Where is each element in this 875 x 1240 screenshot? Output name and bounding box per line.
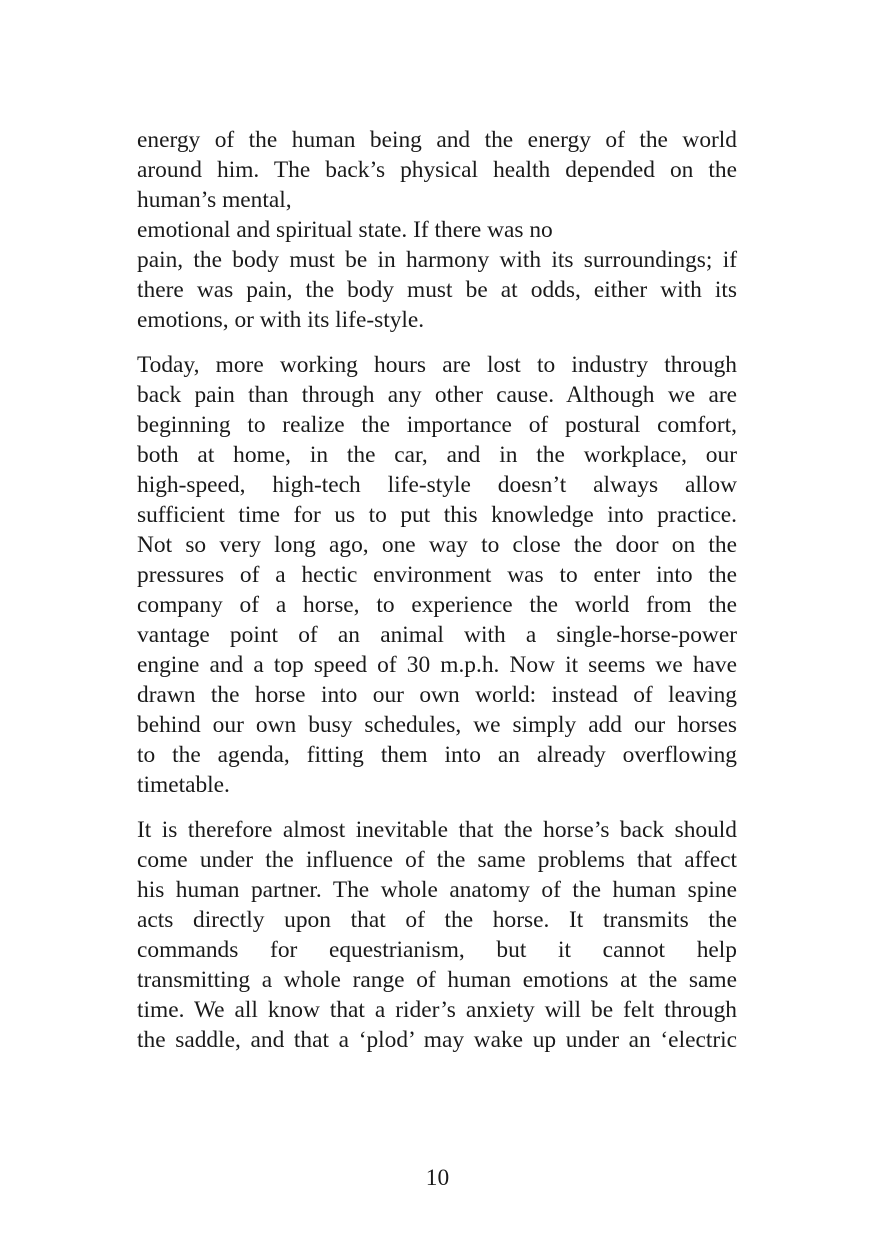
- text-line: drawn the horse into our own world: instead of leaving: [137, 682, 737, 708]
- text-line: pain, the body must be in harmony with its surroundings; if: [137, 247, 737, 273]
- text-line: Today, more working hours are lost to industry through: [137, 352, 737, 378]
- text-line: emotional and spiritual state. If there was no: [137, 217, 553, 243]
- text-line: timetable.: [137, 772, 230, 798]
- text-line: beginning to realize the importance of postural comfort,: [137, 412, 737, 438]
- text-line: engine and a top speed of 30 m.p.h. Now it seems we have: [137, 652, 737, 678]
- text-line: commands for equestrianism, but it cannot help: [137, 937, 737, 963]
- paragraph: [137, 125, 737, 335]
- text-line: the saddle, and that a ‘plod’ may wake up under an ‘electric: [137, 1027, 737, 1053]
- text-line: emotions, or with its life-style.: [137, 307, 425, 333]
- text-line: energy of the human being and the energy of the world: [137, 127, 737, 153]
- text-line: vantage point of an animal with a single-horse-power: [137, 622, 737, 648]
- text-line: pressures of a hectic environment was to enter into the: [137, 562, 737, 588]
- text-line: human’s mental,: [137, 187, 292, 213]
- text-line: there was pain, the body must be at odds, either with its: [137, 277, 737, 303]
- text-line: his human partner. The whole anatomy of the human spine: [137, 877, 737, 903]
- text-line: high-speed, high-tech life-style doesn’t always allow: [137, 472, 737, 498]
- text-line: behind our own busy schedules, we simply add our horses: [137, 712, 737, 738]
- text-line: company of a horse, to experience the world from the: [137, 592, 737, 618]
- text-line: acts directly upon that of the horse. It transmits the: [137, 907, 737, 933]
- text-line: transmitting a whole range of human emotions at the same: [137, 967, 737, 993]
- text-line: It is therefore almost inevitable that the horse’s back should: [137, 817, 737, 843]
- paragraph-gap: [137, 800, 737, 815]
- body-text: [137, 125, 737, 1055]
- text-line: sufficient time for us to put this knowledge into practice.: [137, 502, 737, 528]
- paragraph: [137, 815, 737, 1055]
- text-line: around him. The back’s physical health depended on the: [137, 157, 737, 183]
- text-line: come under the influence of the same problems that affect: [137, 847, 737, 873]
- text-line: back pain than through any other cause. Although we are: [137, 382, 737, 408]
- paragraph-gap: [137, 335, 737, 350]
- page-number: 10: [425, 1165, 450, 1191]
- text-line: time. We all know that a rider’s anxiety will be felt through: [137, 997, 737, 1023]
- text-line: both at home, in the car, and in the workplace, our: [137, 442, 737, 468]
- text-line: to the agenda, fitting them into an already overflowing: [137, 742, 737, 768]
- text-line: Not so very long ago, one way to close the door on the: [137, 532, 737, 558]
- paragraph: [137, 350, 737, 800]
